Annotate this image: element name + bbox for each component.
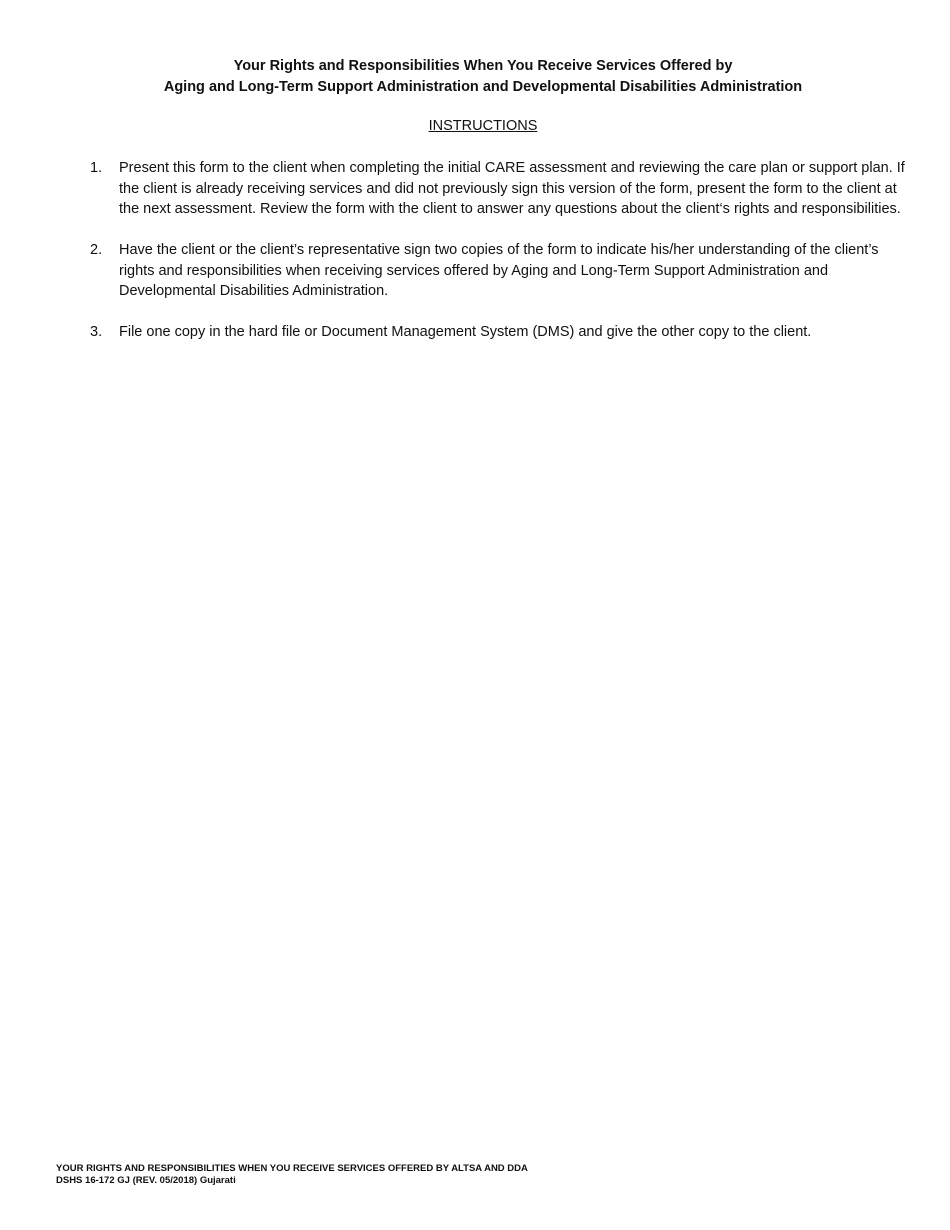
form-footer — [56, 1163, 528, 1187]
list-item — [90, 322, 910, 343]
list-item-text: Present this form to the client when completing the initial CARE assessment and reviewing the care plan or support plan. If the client is already receiving services and did not previously sign this version of the form, present the form to the client at the next assessment. Review the form with the client to answer any questions about the client‘s rights and responsibilities. — [119, 160, 905, 217]
list-item — [90, 158, 910, 220]
list-item — [90, 240, 910, 302]
list-item-number: 2. — [90, 242, 103, 258]
list-item-number: 1. — [90, 160, 103, 176]
list-item-text: Have the client or the client’s representative sign two copies of the form to indicate his/her understanding of the client’s rights and responsibilities when receiving services offered by Aging and Long-Term Support Administration and Developmental Disabilities Administration. — [119, 242, 879, 299]
footer-title: YOUR RIGHTS AND RESPONSIBILITIES WHEN YOU RECEIVE SERVICES OFFERED BY ALTSA AND DDA — [56, 1163, 528, 1174]
instructions-heading: INSTRUCTIONS — [428, 118, 538, 134]
instructions-list — [90, 158, 910, 363]
title-line-1: Your Rights and Responsibilities When You Receive Services Offered by — [233, 58, 733, 74]
page-title — [0, 56, 950, 98]
list-item-number: 3. — [90, 324, 103, 340]
list-item-text: File one copy in the hard file or Document Management System (DMS) and give the other copy to the client. — [119, 324, 812, 340]
form-number: DSHS 16-172 GJ (REV. 05/2018) Gujarati — [56, 1175, 236, 1186]
title-line-2: Aging and Long-Term Support Administration and Developmental Disabilities Administration — [163, 79, 803, 95]
